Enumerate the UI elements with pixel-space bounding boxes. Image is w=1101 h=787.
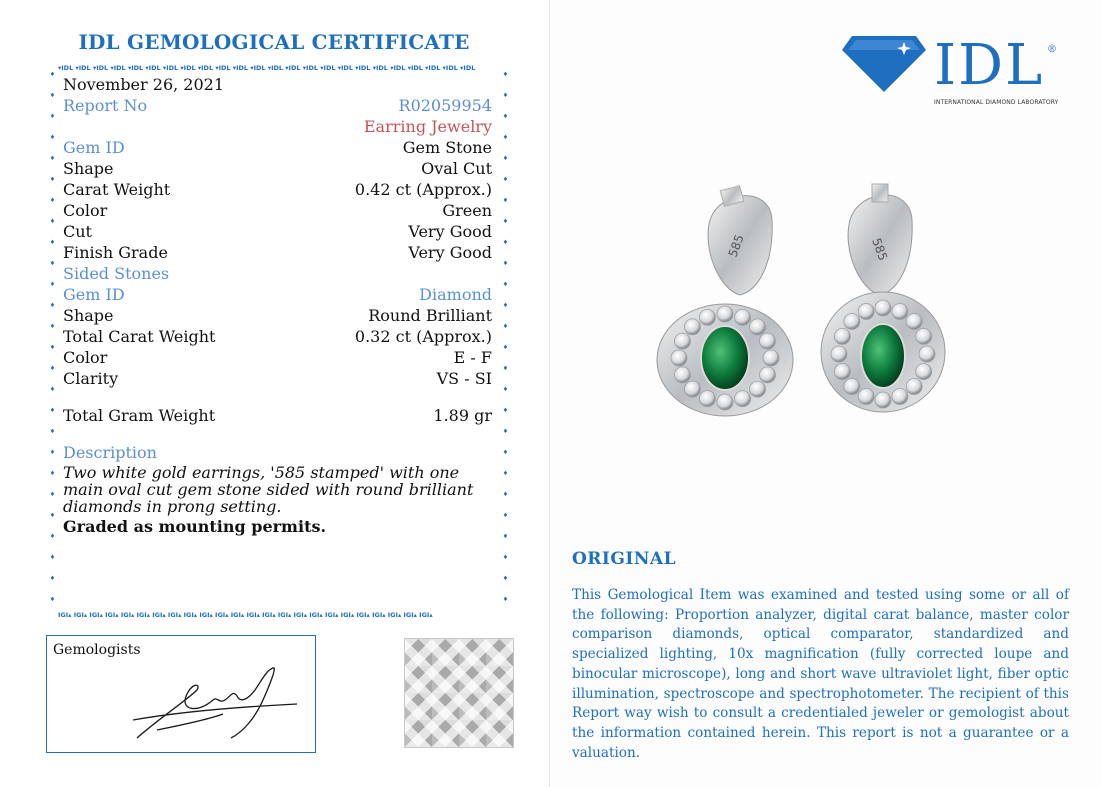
main-stone-value: Oval Cut bbox=[421, 159, 492, 178]
border-mark: IGI▴ bbox=[136, 612, 153, 619]
gemologists-box bbox=[46, 635, 316, 753]
border-mark: ♦ bbox=[502, 218, 509, 225]
border-mark: IGI▴ bbox=[356, 612, 373, 619]
border-mark: IGI▴ bbox=[246, 612, 263, 619]
main-stone-rows bbox=[63, 158, 492, 263]
border-mark: ♦ bbox=[502, 407, 509, 414]
border-mark: ♦ bbox=[49, 260, 56, 267]
border-mark: IGI▴ bbox=[277, 612, 294, 619]
main-stone-value: Very Good bbox=[408, 222, 492, 241]
border-mark: ▾IDL bbox=[180, 65, 198, 72]
sided-stones-row bbox=[63, 263, 492, 284]
border-mark: IGI▴ bbox=[152, 612, 168, 619]
main-gem-id-value: Gem Stone bbox=[402, 138, 492, 157]
border-mark: IGI▴ bbox=[105, 612, 121, 619]
sided-stone-row bbox=[63, 347, 492, 368]
border-mark: ▾IDL bbox=[127, 65, 146, 72]
total-weight-value: 1.89 gr bbox=[433, 406, 492, 425]
certificate-date: November 26, 2021 bbox=[63, 75, 225, 94]
registered-mark: ® bbox=[1047, 44, 1057, 55]
border-mark: IGI▴ bbox=[324, 612, 341, 619]
border-mark: ▾IDL bbox=[267, 65, 286, 72]
border-mark: ♦ bbox=[49, 449, 56, 456]
border-mark: IGI▴ bbox=[89, 612, 106, 619]
border-strip-right bbox=[501, 72, 510, 614]
original-title: ORIGINAL bbox=[572, 549, 677, 569]
original-text: This Gemological Item was examined and tested using some or all of the following: Proportion analyzer, digital carat balance, master color comparison diamonds, optical comparator, standardized and specialized lighting, 10x magnification (fully corrected loupe and binocular microscope), long and short wave ultraviolet light, fiber optic illumination, spectroscope and spectrophotometer. The recipient of this Report way wish to consult a credentialed jeweler or gemologist about the information contained herein. This report is not a guarantee or a valuation. bbox=[572, 587, 1069, 761]
sided-stone-label: Color bbox=[63, 348, 108, 367]
halo-diamond bbox=[919, 346, 935, 362]
border-mark: ♦ bbox=[502, 176, 509, 183]
total-weight-label: Total Gram Weight bbox=[63, 406, 216, 425]
halo-diamond bbox=[906, 379, 922, 395]
border-mark: ▾IDL bbox=[162, 65, 181, 72]
border-mark: ♦ bbox=[502, 134, 509, 141]
item-type-row bbox=[63, 116, 492, 137]
border-mark: IGI▴ bbox=[215, 612, 231, 619]
border-mark: ♦ bbox=[49, 512, 56, 519]
sided-stone-label: Shape bbox=[63, 306, 114, 325]
halo-diamond bbox=[759, 333, 775, 349]
border-mark: ♦ bbox=[502, 239, 509, 246]
panel-divider bbox=[549, 0, 550, 787]
description-label: Description bbox=[63, 443, 157, 462]
sided-gem-id-value: Diamond bbox=[419, 285, 492, 304]
certificate-details bbox=[63, 74, 492, 537]
halo-diamond bbox=[906, 313, 922, 329]
main-stone-row bbox=[63, 242, 492, 263]
sided-stone-label: Total Carat Weight bbox=[63, 327, 216, 346]
main-stone-label: Carat Weight bbox=[63, 180, 171, 199]
sided-stone-value: Round Brilliant bbox=[368, 306, 492, 325]
date-row bbox=[63, 74, 492, 95]
halo-diamond bbox=[671, 350, 687, 366]
border-mark: ▾IDL bbox=[232, 65, 251, 72]
sided-stone-row bbox=[63, 368, 492, 389]
border-mark: ♦ bbox=[49, 491, 56, 498]
graded-note: Graded as mounting permits. bbox=[63, 517, 327, 536]
report-no-label: Report No bbox=[63, 96, 148, 115]
border-mark: ♦ bbox=[502, 344, 509, 351]
border-mark: ♦ bbox=[49, 386, 56, 393]
border-mark: ♦ bbox=[49, 197, 56, 204]
sided-gem-id-row bbox=[63, 284, 492, 305]
border-mark: ▾IDL bbox=[75, 65, 93, 72]
border-mark: ▾IDL bbox=[302, 65, 321, 72]
signature-image bbox=[127, 660, 307, 746]
border-mark: ♦ bbox=[502, 302, 509, 309]
border-mark: ▾IDL bbox=[407, 65, 426, 72]
border-mark: ♦ bbox=[49, 554, 56, 561]
total-weight-row bbox=[63, 405, 492, 426]
border-mark: ▾IDL bbox=[145, 65, 163, 72]
border-mark: ♦ bbox=[502, 113, 509, 120]
border-mark: ▾IDL bbox=[425, 65, 443, 72]
sided-stone-row bbox=[63, 326, 492, 347]
halo-diamond bbox=[831, 346, 847, 362]
report-no-row bbox=[63, 95, 492, 116]
sided-stones-heading: Sided Stones bbox=[63, 264, 170, 283]
border-mark: ♦ bbox=[502, 197, 509, 204]
border-mark: ♦ bbox=[502, 155, 509, 162]
border-mark: ♦ bbox=[502, 554, 509, 561]
border-mark: ♦ bbox=[502, 92, 509, 99]
border-mark: ▾IDL bbox=[58, 65, 76, 72]
border-mark: ♦ bbox=[502, 596, 509, 603]
halo-diamond bbox=[834, 328, 850, 344]
border-mark: ♦ bbox=[49, 239, 56, 246]
border-mark: ♦ bbox=[502, 386, 509, 393]
border-mark: ♦ bbox=[49, 407, 56, 414]
description-text: Two white gold earrings, '585 stamped' with one main oval cut gem stone sided with round brilliant diamonds in prong setting. bbox=[63, 463, 474, 516]
halo-diamond bbox=[717, 306, 733, 322]
border-mark: IGI▴ bbox=[230, 612, 247, 619]
border-mark: IGI▴ bbox=[58, 612, 74, 619]
border-mark: IGI▴ bbox=[167, 612, 184, 619]
border-mark: ♦ bbox=[49, 575, 56, 582]
halo-diamond bbox=[858, 388, 874, 404]
main-stone-label: Color bbox=[63, 201, 108, 220]
main-stone-value: Very Good bbox=[408, 243, 492, 262]
border-mark: ♦ bbox=[49, 428, 56, 435]
sided-stone-value: E - F bbox=[453, 348, 492, 367]
main-stone-label: Shape bbox=[63, 159, 114, 178]
border-mark: ▾IDL bbox=[372, 65, 391, 72]
border-mark: ▾IDL bbox=[355, 65, 373, 72]
border-mark: ♦ bbox=[49, 176, 56, 183]
border-mark: ♦ bbox=[49, 365, 56, 372]
border-mark: ▾IDL bbox=[320, 65, 338, 72]
border-mark: ♦ bbox=[502, 470, 509, 477]
border-mark: IGI▴ bbox=[387, 612, 404, 619]
main-stone-value: 0.42 ct (Approx.) bbox=[354, 180, 492, 199]
halo-diamond bbox=[735, 391, 751, 407]
sided-gem-id-label: Gem ID bbox=[63, 285, 125, 304]
diamond-logo-icon bbox=[842, 36, 926, 92]
border-mark: ♦ bbox=[49, 92, 56, 99]
main-stone-value: Green bbox=[442, 201, 492, 220]
item-type: Earring Jewelry bbox=[363, 117, 492, 136]
earrings-photo bbox=[650, 180, 950, 430]
border-mark: ♦ bbox=[49, 533, 56, 540]
right-earring bbox=[821, 184, 945, 412]
border-mark: ♦ bbox=[502, 260, 509, 267]
border-mark: ♦ bbox=[502, 512, 509, 519]
halo-diamond bbox=[844, 379, 860, 395]
halo-diamond bbox=[875, 300, 891, 316]
border-mark: ▾IDL bbox=[92, 65, 111, 72]
border-mark: ♦ bbox=[49, 344, 56, 351]
halo-diamond bbox=[844, 313, 860, 329]
main-gem-id-label: Gem ID bbox=[63, 138, 125, 157]
report-no-value: R02059954 bbox=[398, 96, 492, 115]
halo-diamond bbox=[916, 328, 932, 344]
halo-diamond bbox=[875, 392, 891, 408]
border-mark: IGI▴ bbox=[73, 612, 90, 619]
hologram-seal bbox=[404, 638, 514, 748]
border-mark: ▾IDL bbox=[250, 65, 268, 72]
border-strip-left bbox=[48, 72, 57, 614]
border-mark: ♦ bbox=[49, 155, 56, 162]
logo-subtitle: INTERNATIONAL DIAMOND LABORATORY bbox=[934, 99, 1059, 106]
border-mark: IGI▴ bbox=[183, 612, 200, 619]
halo-diamond bbox=[675, 367, 691, 383]
halo-diamond bbox=[858, 304, 874, 320]
halo-diamond bbox=[892, 388, 908, 404]
main-stone-label: Finish Grade bbox=[63, 243, 168, 262]
main-stone-row bbox=[63, 158, 492, 179]
main-stone-row bbox=[63, 179, 492, 200]
description-heading-row bbox=[63, 442, 492, 463]
border-mark: ♦ bbox=[502, 428, 509, 435]
halo-diamond bbox=[750, 381, 766, 397]
border-mark: ♦ bbox=[49, 134, 56, 141]
border-mark: ♦ bbox=[502, 449, 509, 456]
border-mark: ▾IDL bbox=[390, 65, 408, 72]
border-mark: ♦ bbox=[502, 365, 509, 372]
halo-diamond bbox=[892, 304, 908, 320]
border-mark: ♦ bbox=[49, 281, 56, 288]
border-mark: ♦ bbox=[502, 323, 509, 330]
border-mark: ♦ bbox=[502, 281, 509, 288]
border-mark: IGI▴ bbox=[372, 612, 388, 619]
border-mark: ▾IDL bbox=[285, 65, 303, 72]
border-mark: ▾IDL bbox=[442, 65, 461, 72]
border-mark: IGI▴ bbox=[309, 612, 325, 619]
border-mark: ▾IDL bbox=[337, 65, 356, 72]
border-mark: ♦ bbox=[49, 72, 56, 78]
halo-diamond bbox=[675, 333, 691, 349]
sided-stone-label: Clarity bbox=[63, 369, 119, 388]
main-gem-id-row bbox=[63, 137, 492, 158]
certificate-title: IDL GEMOLOGICAL CERTIFICATE bbox=[78, 30, 470, 54]
border-mark: ▾IDL bbox=[215, 65, 233, 72]
border-mark: ♦ bbox=[49, 218, 56, 225]
border-mark: ♦ bbox=[49, 470, 56, 477]
main-stone-row bbox=[63, 200, 492, 221]
border-strip-top bbox=[58, 65, 503, 74]
logo-text: IDL bbox=[934, 33, 1045, 98]
halo-diamond bbox=[763, 350, 779, 366]
border-mark: ♦ bbox=[502, 491, 509, 498]
halo-diamond bbox=[684, 381, 700, 397]
border-mark: IGI▴ bbox=[293, 612, 310, 619]
sided-stone-rows bbox=[63, 305, 492, 389]
sided-stone-row bbox=[63, 305, 492, 326]
earring-stamp-left: 585 bbox=[725, 232, 747, 260]
border-mark: ▾IDL bbox=[460, 65, 476, 72]
border-strip-bottom bbox=[58, 612, 503, 621]
border-mark: IGI▴ bbox=[120, 612, 137, 619]
border-mark: ♦ bbox=[502, 72, 509, 78]
halo-diamond bbox=[735, 309, 751, 325]
halo-diamond bbox=[916, 364, 932, 380]
main-stone-row bbox=[63, 221, 492, 242]
border-mark: ♦ bbox=[49, 302, 56, 309]
halo-diamond bbox=[750, 319, 766, 335]
halo-diamond bbox=[759, 367, 775, 383]
border-mark: IGI▴ bbox=[262, 612, 278, 619]
border-mark: ♦ bbox=[49, 113, 56, 120]
left-earring bbox=[657, 186, 793, 416]
border-mark: IGI▴ bbox=[199, 612, 216, 619]
main-stone-label: Cut bbox=[63, 222, 92, 241]
sided-stone-value: 0.32 ct (Approx.) bbox=[354, 327, 492, 346]
halo-diamond bbox=[684, 319, 700, 335]
halo-diamond bbox=[717, 394, 733, 410]
halo-diamond bbox=[699, 391, 715, 407]
border-mark: ♦ bbox=[49, 323, 56, 330]
border-mark: ♦ bbox=[49, 596, 56, 603]
halo-diamond bbox=[834, 364, 850, 380]
border-mark: IGI▴ bbox=[403, 612, 420, 619]
halo-diamond bbox=[699, 309, 715, 325]
gemologists-label: Gemologists bbox=[53, 642, 141, 658]
border-mark: ♦ bbox=[502, 575, 509, 582]
border-mark: ♦ bbox=[502, 533, 509, 540]
border-mark: ▾IDL bbox=[197, 65, 216, 72]
sided-stone-value: VS - SI bbox=[436, 369, 492, 388]
earring-stamp-right: 585 bbox=[869, 236, 891, 263]
border-mark: IGI▴ bbox=[419, 612, 433, 619]
border-mark: IGI▴ bbox=[340, 612, 357, 619]
border-mark: ▾IDL bbox=[110, 65, 128, 72]
